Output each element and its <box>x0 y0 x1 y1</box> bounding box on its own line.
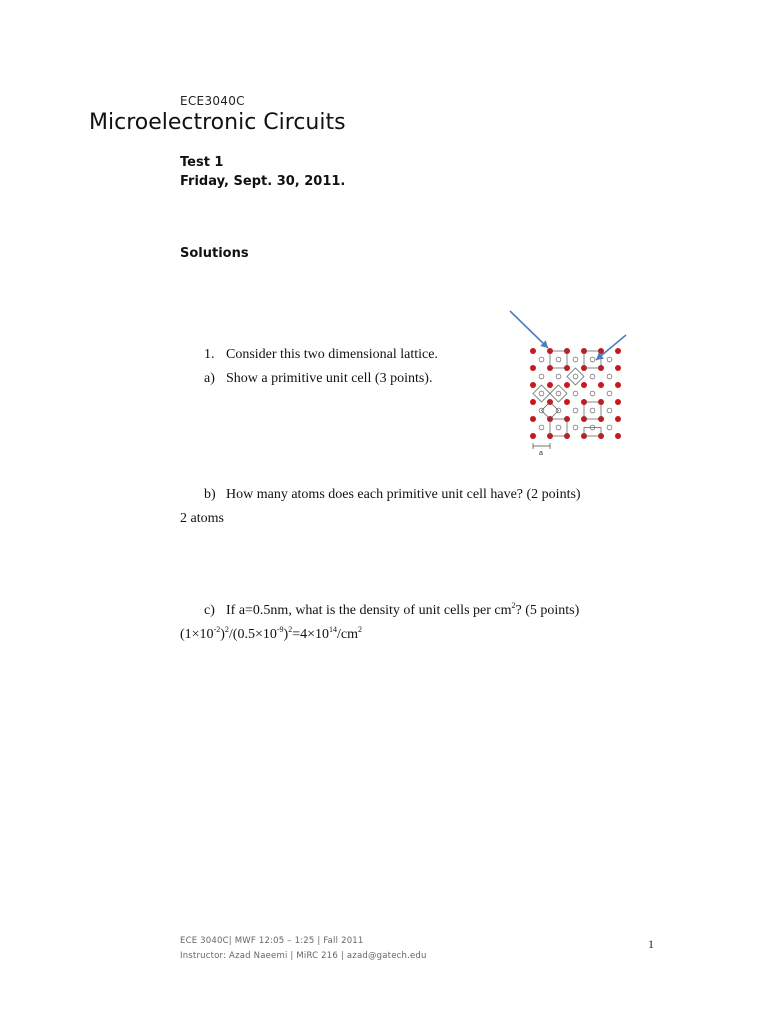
open-atom <box>539 425 544 430</box>
open-atom <box>590 391 595 396</box>
filled-atom <box>530 416 536 422</box>
filled-atom <box>615 365 621 371</box>
part-b-label: b) <box>204 487 216 502</box>
footer-instructor-info: Instructor: Azad Naeemi | MiRC 216 | azad@gatech.edu <box>180 951 427 961</box>
filled-atom <box>530 382 536 388</box>
lattice-constant-label: a <box>539 450 543 457</box>
filled-atom <box>598 382 604 388</box>
open-atom <box>556 391 561 396</box>
filled-atom <box>615 348 621 354</box>
open-atom <box>573 391 578 396</box>
test-number: Test 1 <box>180 155 224 170</box>
open-atom <box>607 391 612 396</box>
filled-atom <box>530 433 536 439</box>
lattice-figure <box>504 305 634 460</box>
part-a-label: a) <box>204 371 215 386</box>
filled-atom <box>564 399 570 405</box>
filled-atom <box>530 399 536 405</box>
open-atom <box>607 357 612 362</box>
filled-atom <box>530 348 536 354</box>
lattice-constant-marker <box>533 443 550 457</box>
open-atom <box>590 357 595 362</box>
filled-atom <box>530 365 536 371</box>
part-a-text: Show a primitive unit cell (3 points). <box>226 371 433 386</box>
question-1-number: 1. <box>204 347 215 362</box>
part-b-answer: 2 atoms <box>180 511 224 526</box>
question-1-text: Consider this two dimensional lattice. <box>226 347 438 362</box>
open-atom <box>590 408 595 413</box>
open-atom <box>573 357 578 362</box>
open-atom <box>539 391 544 396</box>
filled-atom <box>564 382 570 388</box>
part-c-text: If a=0.5nm, what is the density of unit cells per $cm^2$? (5 points) <box>226 601 580 618</box>
filled-atom <box>615 416 621 422</box>
filled-atom <box>615 382 621 388</box>
open-atom <box>607 425 612 430</box>
open-atom <box>556 374 561 379</box>
test-date: Friday, Sept. 30, 2011. <box>180 174 346 189</box>
arrow-shaft <box>510 311 548 348</box>
lattice-atoms <box>530 348 621 439</box>
open-atom <box>573 408 578 413</box>
open-atom <box>590 374 595 379</box>
filled-atom <box>547 382 553 388</box>
filled-atom <box>581 382 587 388</box>
footer-course-info: ECE 3040C| MWF 12:05 – 1:25 | Fall 2011 <box>180 936 364 946</box>
course-code: ECE3040C <box>180 94 245 108</box>
open-atom <box>607 408 612 413</box>
open-atom <box>556 357 561 362</box>
filled-atom <box>615 433 621 439</box>
open-atom <box>573 374 578 379</box>
open-atom <box>539 357 544 362</box>
course-title: Microelectronic Circuits <box>89 110 346 135</box>
open-atom <box>607 374 612 379</box>
open-atom <box>556 425 561 430</box>
solutions-heading: Solutions <box>180 246 249 261</box>
page-number: 1 <box>648 937 654 951</box>
part-c-answer: $(1\times 10^{-2})^2/(0.5\times 10^{-9})^2=4\times 10^{14}/cm^2$ <box>180 625 362 642</box>
filled-atom <box>615 399 621 405</box>
part-c-label: c) <box>204 603 215 618</box>
open-atom <box>573 425 578 430</box>
part-b-text: How many atoms does each primitive unit cell have? (2 points) <box>226 487 581 502</box>
open-atom <box>539 374 544 379</box>
